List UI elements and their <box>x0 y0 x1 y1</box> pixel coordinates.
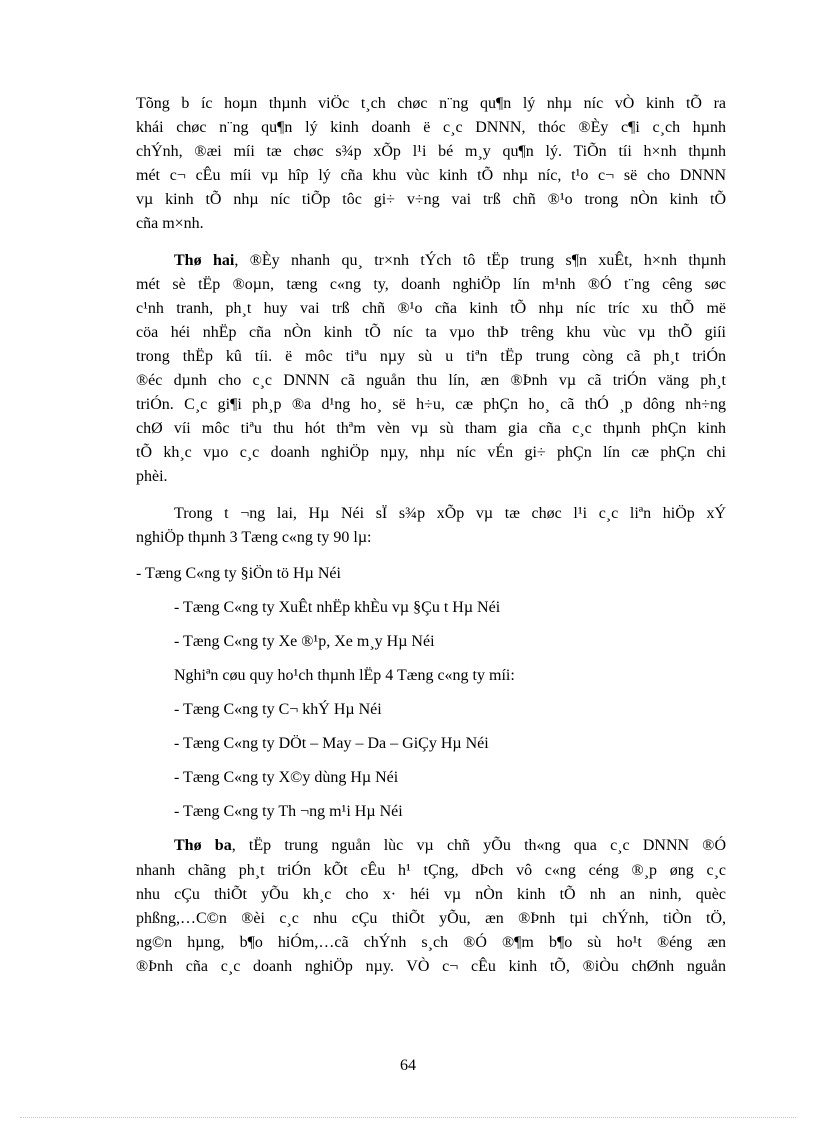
text-line: phèi. <box>136 468 168 486</box>
list-item: - Tæng C«ng ty §iÖn tö Hµ Néi <box>136 564 341 582</box>
paragraph-lead-bold: Thø ba <box>174 837 232 855</box>
list-item: - Tæng C«ng ty C¬ khÝ Hµ Néi <box>174 701 382 719</box>
text-line: chÝnh, ®æi míi tæ chøc s¾p xÕp l¹i bé m¸y qu¶n lý. TiÕn tíi h×nh thµnh <box>136 143 726 161</box>
list-item: - Tæng C«ng ty DÖt – May – Da – GiÇy Hµ Néi <box>174 735 489 753</box>
text-line: vµ kinh tÕ nhµ níc tiÕp tôc gi÷ v÷ng vai trß chñ ®¹o trong nÒn kinh tÕ <box>136 191 726 209</box>
text-fragment: , tËp trung nguån lùc vµ chñ yÕu th«ng qua c¸c DNNN ®Ó <box>231 837 726 855</box>
text-line: phßng,…C©n ®èi c¸c nhu cÇu thiÕt yÕu, æn ®Þnh tµi chÝnh, tiÒn tÖ, <box>136 909 726 927</box>
paragraph-lead-bold: Thø hai <box>174 251 235 269</box>
page-bottom-divider <box>20 1117 796 1118</box>
text-fragment: , ®Èy nhanh qu¸ tr×nh tÝch tô tËp trung s¶n xuÊt, h×nh thµnh <box>234 251 727 269</box>
paragraph-3 <box>136 502 726 550</box>
page-number: 64 <box>400 1057 416 1074</box>
text-line: tÕ kh¸c vµo c¸c doanh nghiÖp nµy, nhµ níc vÉn gi÷ phÇn lín cæ phÇn chi <box>136 444 726 462</box>
text-line: khái chøc n¨ng qu¶n lý kinh doanh ë c¸c DNNN, thóc ®Èy c¶i c¸ch hµnh <box>136 119 726 137</box>
text-line: mét sè tËp ®oµn, tæng c«ng ty, doanh nghiÖp lín m¹nh ®Ó t¨ng cêng søc <box>136 275 726 293</box>
text-line: cöa héi nhËp cña nÒn kinh tÕ níc ta vµo thÞ trêng khu vùc vµ thÕ giíi <box>136 323 726 341</box>
text-line: c¹nh tranh, ph¸t huy vai trß chñ ®¹o cña kinh tÕ nhµ níc tríc xu thÕ më <box>136 299 726 317</box>
list-item: - Tæng C«ng ty Th ¬ng m¹i Hµ Néi <box>174 803 403 821</box>
paragraph-2 <box>136 249 726 490</box>
text-line: Tõng b íc hoµn thµnh viÖc t¸ch chøc n¨ng qu¶n lý nhµ níc vÒ kinh tÕ ra <box>136 95 726 112</box>
text-line: chØ víi môc tiªu thu hót thªm vèn vµ sù tham gia cña c¸c thµnh phÇn kinh <box>136 420 726 438</box>
text-line: mét c¬ cÊu míi vµ hîp lý cña khu vùc kinh tÕ nhµ níc, t¹o c¬ së cho DNNN <box>136 167 726 185</box>
text-line: nghiÖp thµnh 3 Tæng c«ng ty 90 lµ: <box>136 528 372 546</box>
text-line-lead <box>136 249 726 273</box>
text-line: Trong t ¬ng lai, Hµ Néi sÏ s¾p xÕp vµ tæ chøc l¹i c¸c liªn hiÖp xÝ <box>174 504 726 522</box>
paragraph-1 <box>136 92 726 237</box>
text-line: trong thËp kû tíi. ë môc tiªu nµy sù u tiªn tËp trung còng cã ph¸t triÓn <box>136 347 726 365</box>
text-line: ®éc dµnh cho c¸c DNNN cã nguån thu lín, æn ®Þnh vµ cã triÓn väng ph¸t <box>136 372 726 390</box>
list-item: - Tæng C«ng ty X©y dùng Hµ Néi <box>174 769 399 787</box>
study-line: Nghiªn cøu quy ho¹ch thµnh lËp 4 Tæng c«ng ty míi: <box>174 666 515 684</box>
text-line-lead <box>136 834 726 858</box>
paragraph-4 <box>136 834 726 979</box>
text-line: nhu cÇu thiÕt yÕu kh¸c cho x· héi vµ nÒn kinh tÕ nh an ninh, quèc <box>136 885 726 903</box>
text-line: nhanh chãng ph¸t triÓn kÕt cÊu h¹ tÇng, dÞch vô c«ng céng ®¸p øng c¸c <box>136 861 726 879</box>
text-line: cña m×nh. <box>136 215 204 233</box>
text-line: ng©n hµng, b¶o hiÓm,…cã chÝnh s¸ch ®Ó ®¶m b¶o sù ho¹t ®éng æn <box>136 933 726 951</box>
page-content <box>136 92 726 991</box>
text-line: ®Þnh cña c¸c doanh nghiÖp nµy. VÒ c¬ cÊu kinh tÕ, ®iÒu chØnh nguån <box>136 957 726 975</box>
text-line: triÓn. C¸c gi¶i ph¸p ®a d¹ng ho¸ së h÷u, cæ phÇn ho¸ cã thÓ ¸p dông nh÷ng <box>136 396 726 414</box>
list-item: - Tæng C«ng ty XuÊt nhËp khÈu vµ §Çu t Hµ Néi <box>174 598 501 616</box>
list-item: - Tæng C«ng ty Xe ®¹p, Xe m¸y Hµ Néi <box>174 632 435 650</box>
